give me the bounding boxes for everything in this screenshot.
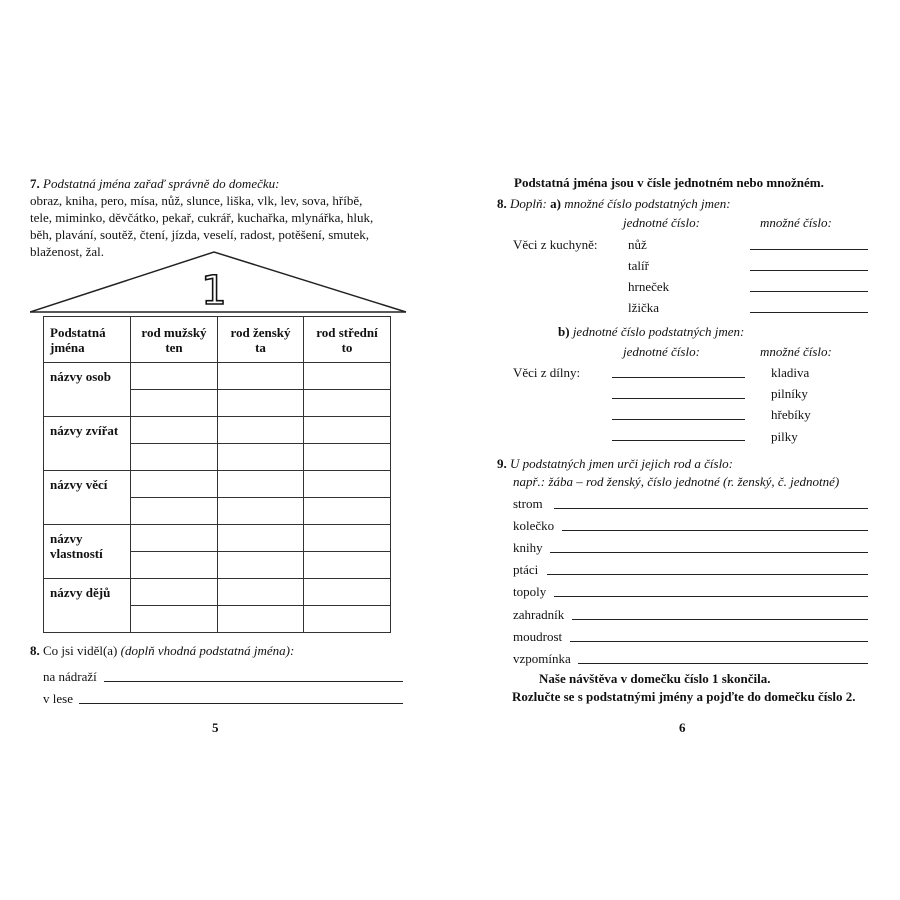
kitchen-item: hrneček <box>628 279 670 294</box>
answer-cell[interactable] <box>218 417 304 444</box>
exercise-8-hint: (doplň vhodná podstatná jména): <box>120 643 295 658</box>
noun-word: strom <box>513 496 543 511</box>
exercise-9 <box>497 456 733 472</box>
answer-cell[interactable] <box>304 417 391 444</box>
answer-cell[interactable] <box>304 606 391 633</box>
page-number-right: 6 <box>679 720 686 735</box>
answer-cell[interactable] <box>304 363 391 390</box>
header-text: jména <box>50 339 85 355</box>
header-neuter <box>304 317 391 363</box>
answer-line[interactable] <box>554 508 868 509</box>
answer-cell[interactable] <box>131 444 218 471</box>
right-page-heading: Podstatná jména jsou v čísle jednotném nebo množném. <box>514 175 824 190</box>
word-list-line: běh, plavání, soutěž, čtení, jízda, veselí, radost, potěšení, smutek, <box>30 227 369 242</box>
answer-line[interactable] <box>550 552 868 553</box>
part-a-label: a) <box>550 196 561 211</box>
house-roof <box>30 250 410 320</box>
part-b <box>558 324 744 340</box>
exercise-7 <box>30 175 410 260</box>
part-b-text: jednotné číslo podstatných jmen: <box>572 324 745 339</box>
workshop-item: kladiva <box>771 365 810 380</box>
category-qualities <box>44 525 131 579</box>
header-text: rod ženský <box>230 324 291 340</box>
answer-cell[interactable] <box>131 471 218 498</box>
exercise-8-right <box>497 196 731 212</box>
exercise-8-number: 8. <box>30 643 40 658</box>
noun-word: knihy <box>513 540 543 555</box>
category-persons: názvy osob <box>44 363 131 417</box>
header-text: rod mužský <box>141 324 207 340</box>
answer-cell[interactable] <box>131 525 218 552</box>
noun-word: vzpomínka <box>513 651 571 666</box>
closing-line-2: Rozlučte se s podstatnými jmény a pojďte do domečku číslo 2. <box>512 689 856 704</box>
workshop-item: pilky <box>771 429 798 444</box>
kitchen-item: nůž <box>628 237 647 252</box>
answer-cell[interactable] <box>304 579 391 606</box>
answer-line-forest[interactable] <box>79 703 403 704</box>
answer-line[interactable] <box>562 530 868 531</box>
category-actions: názvy dějů <box>44 579 131 633</box>
workshop-item: hřebíky <box>771 407 811 422</box>
answer-line[interactable] <box>750 249 868 250</box>
noun-word: topoly <box>513 584 547 599</box>
answer-line[interactable] <box>750 312 868 313</box>
answer-cell[interactable] <box>131 498 218 525</box>
answer-line[interactable] <box>612 419 745 420</box>
answer-label-station: na nádraží <box>43 669 97 684</box>
kitchen-item: lžička <box>628 300 660 315</box>
exercise-8-text: Co jsi viděl(a) <box>43 643 121 658</box>
header-text: rod střední <box>316 324 378 340</box>
category-animals: názvy zvířat <box>44 417 131 471</box>
header-feminine <box>218 317 304 363</box>
part-a-text: množné číslo podstatných jmen: <box>564 196 731 211</box>
exercise-9-example: např.: žába – rod ženský, číslo jednotné (r. ženský, č. jednotné) <box>513 474 840 489</box>
answer-cell[interactable] <box>304 471 391 498</box>
answer-line[interactable] <box>572 619 868 620</box>
answer-line[interactable] <box>578 663 868 664</box>
exercise-8-left <box>30 643 294 659</box>
answer-line[interactable] <box>750 291 868 292</box>
answer-cell[interactable] <box>218 390 304 417</box>
answer-cell[interactable] <box>131 552 218 579</box>
answer-cell[interactable] <box>304 444 391 471</box>
column-plural-b: množné číslo: <box>760 344 832 359</box>
answer-cell[interactable] <box>218 444 304 471</box>
answer-line[interactable] <box>554 596 868 597</box>
answer-cell[interactable] <box>131 606 218 633</box>
answer-cell[interactable] <box>304 552 391 579</box>
answer-cell[interactable] <box>218 498 304 525</box>
table-row <box>44 579 391 606</box>
noun-word: kolečko <box>513 518 555 533</box>
answer-cell[interactable] <box>218 552 304 579</box>
house-number: 1 <box>201 268 227 314</box>
answer-cell[interactable] <box>304 390 391 417</box>
answer-line-station[interactable] <box>104 681 403 682</box>
answer-line[interactable] <box>547 574 868 575</box>
noun-word: zahradník <box>513 607 565 622</box>
answer-cell[interactable] <box>131 579 218 606</box>
exercise-9-number: 9. <box>497 456 507 471</box>
answer-cell[interactable] <box>218 579 304 606</box>
table-row <box>44 471 391 498</box>
answer-cell[interactable] <box>218 363 304 390</box>
answer-line[interactable] <box>750 270 868 271</box>
noun-classification-table <box>43 316 391 633</box>
answer-cell[interactable] <box>131 363 218 390</box>
table-row <box>44 417 391 444</box>
answer-cell[interactable] <box>218 471 304 498</box>
table-header-row <box>44 317 391 363</box>
table-row <box>44 525 391 552</box>
answer-cell[interactable] <box>304 525 391 552</box>
page-number-left: 5 <box>212 720 219 735</box>
exercise-9-instruction: U podstatných jmen urči jejich rod a číslo: <box>510 456 734 471</box>
answer-cell[interactable] <box>131 417 218 444</box>
answer-cell[interactable] <box>218 606 304 633</box>
header-text: ten <box>165 339 183 355</box>
answer-cell[interactable] <box>304 498 391 525</box>
word-list-line: obraz, kniha, pero, mísa, nůž, slunce, liška, vlk, lev, sova, hříbě, <box>30 193 363 208</box>
exercise-8-instruction: Doplň: <box>510 196 547 211</box>
word-list-line: tele, miminko, děvčátko, pekař, cukrář, kuchařka, mlynářka, hluk, <box>30 210 374 225</box>
category-text: názvy vlastností <box>50 531 103 561</box>
answer-line[interactable] <box>570 641 868 642</box>
answer-cell[interactable] <box>218 525 304 552</box>
workshop-label: Věci z dílny: <box>513 365 581 380</box>
category-things: názvy věcí <box>44 471 131 525</box>
header-masculine <box>131 317 218 363</box>
answer-line[interactable] <box>612 377 745 378</box>
answer-line[interactable] <box>612 398 745 399</box>
header-text: ta <box>255 339 266 355</box>
word-list-line: blaženost, žal. <box>30 244 104 259</box>
table-row <box>44 363 391 390</box>
column-singular-b: jednotné číslo: <box>623 344 700 359</box>
answer-cell[interactable] <box>131 390 218 417</box>
column-singular-a: jednotné číslo: <box>623 215 700 230</box>
noun-word: ptáci <box>513 562 539 577</box>
closing-line-1: Naše návštěva v domečku číslo 1 skončila. <box>539 671 771 686</box>
exercise-7-number: 7. <box>30 176 40 191</box>
column-plural-a: množné číslo: <box>760 215 832 230</box>
exercise-8-number: 8. <box>497 196 507 211</box>
header-text: Podstatná <box>50 324 106 340</box>
answer-label-forest: v lese <box>43 691 73 706</box>
noun-word: moudrost <box>513 629 563 644</box>
workshop-item: pilníky <box>771 386 808 401</box>
kitchen-label: Věci z kuchyně: <box>513 237 598 252</box>
header-nouns <box>44 317 131 363</box>
answer-line[interactable] <box>612 440 745 441</box>
part-b-label: b) <box>558 324 570 339</box>
kitchen-item: talíř <box>628 258 649 273</box>
exercise-7-instruction: Podstatná jména zařaď správně do domečku: <box>43 176 280 191</box>
header-text: to <box>341 339 353 355</box>
